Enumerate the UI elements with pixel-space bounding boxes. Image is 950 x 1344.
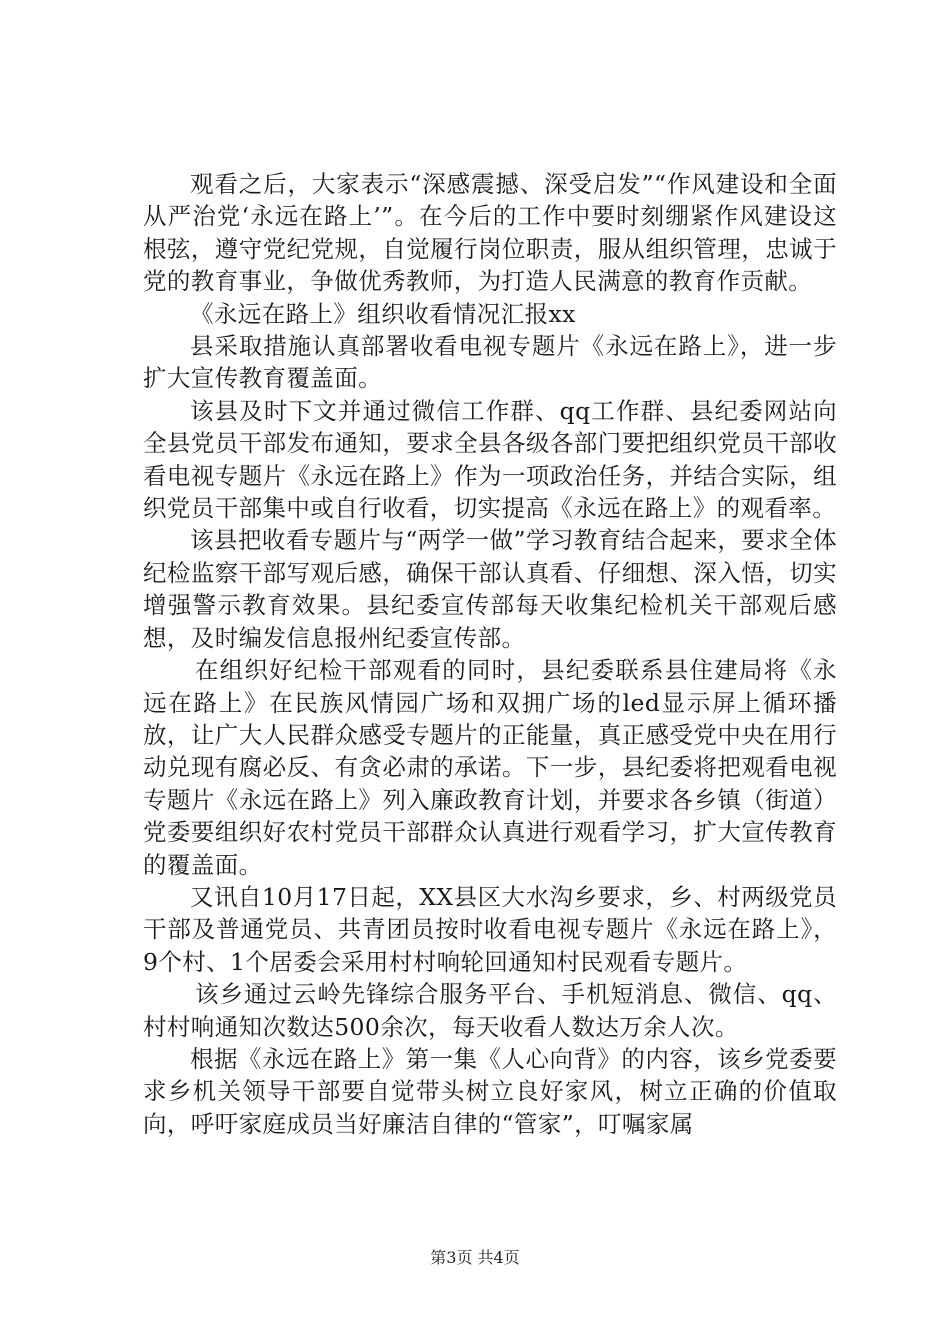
paragraph-family-style: 根据《永远在路上》第一集《人心向背》的内容，该乡党委要求乡机关领导干部要自觉带头树立良好家风，树立正确的价值取向，呼吁家庭成员当好廉洁自律的“管家”，叮嘱家属 — [143, 1044, 837, 1138]
paragraph-township-news: 又讯自10月17日起，XX县区大水沟乡要求，乡、村两级党员干部及普通党员、共青团员按时收看电视专题片《永远在路上》，9个村、1个居委会采用村村响轮回通知村民观看专题片。 — [143, 882, 837, 976]
report-title: 《永远在路上》组织收看情况汇报xx — [190, 299, 576, 328]
page-footer: 第3页 共4页 — [430, 1248, 520, 1267]
paragraph-county-measures: 县采取措施认真部署收看电视专题片《永远在路上》，进一步扩大宣传教育覆盖面。 — [143, 332, 837, 393]
paragraph-led-broadcast: 在组织好纪检干部观看的同时，县纪委联系县住建局将《永远在路上》在民族风情园广场和双拥广场的led显示屏上循环播放，让广大人民群众感受专题片的正能量，真正感受党中央在用行动兑现有腐必反、有贪必肃的承诺。下一步，县纪委将把观看电视专题片《永远在路上》列入廉政教育计划，并要求各乡镇（街道）党委要组织好农村党员干部群众认真进行观看学习，扩大宣传教育的覆盖面。 — [143, 656, 837, 879]
paragraph-notification: 该县及时下文并通过微信工作群、qq工作群、县纪委网站向全县党员干部发布通知，要求全县各级各部门要把组织党员干部收看电视专题片《永远在路上》作为一项政治任务，并结合实际，组织党员干部集中或自行收看，切实提高《永远在路上》的观看率。 — [143, 396, 837, 523]
paragraph-notification-stats: 该乡通过云岭先锋综合服务平台、手机短消息、微信、qq、村村响通知次数达500余次，每天收看人数达万余人次。 — [143, 980, 837, 1041]
paragraph-viewing-feedback: 观看之后，大家表示“深感震撼、深受启发”“作风建设和全面从严治党‘永远在路上’”。在今后的工作中要时刻绷紧作风建设这根弦，遵守党纪党规，自觉履行岗位职责，服从组织管理，忠诚于党的教育事业，争做优秀教师，为打造人民满意的教育作贡献。 — [143, 170, 837, 296]
document-body — [143, 168, 837, 1140]
paragraph-study-combination: 该县把收看专题片与“两学一做”学习教育结合起来，要求全体纪检监察干部写观后感，确保干部认真看、仔细想、深入悟，切实增强警示教育效果。县纪委宣传部每天收集纪检机关干部观后感想，及时编发信息报州纪委宣传部。 — [143, 526, 837, 652]
